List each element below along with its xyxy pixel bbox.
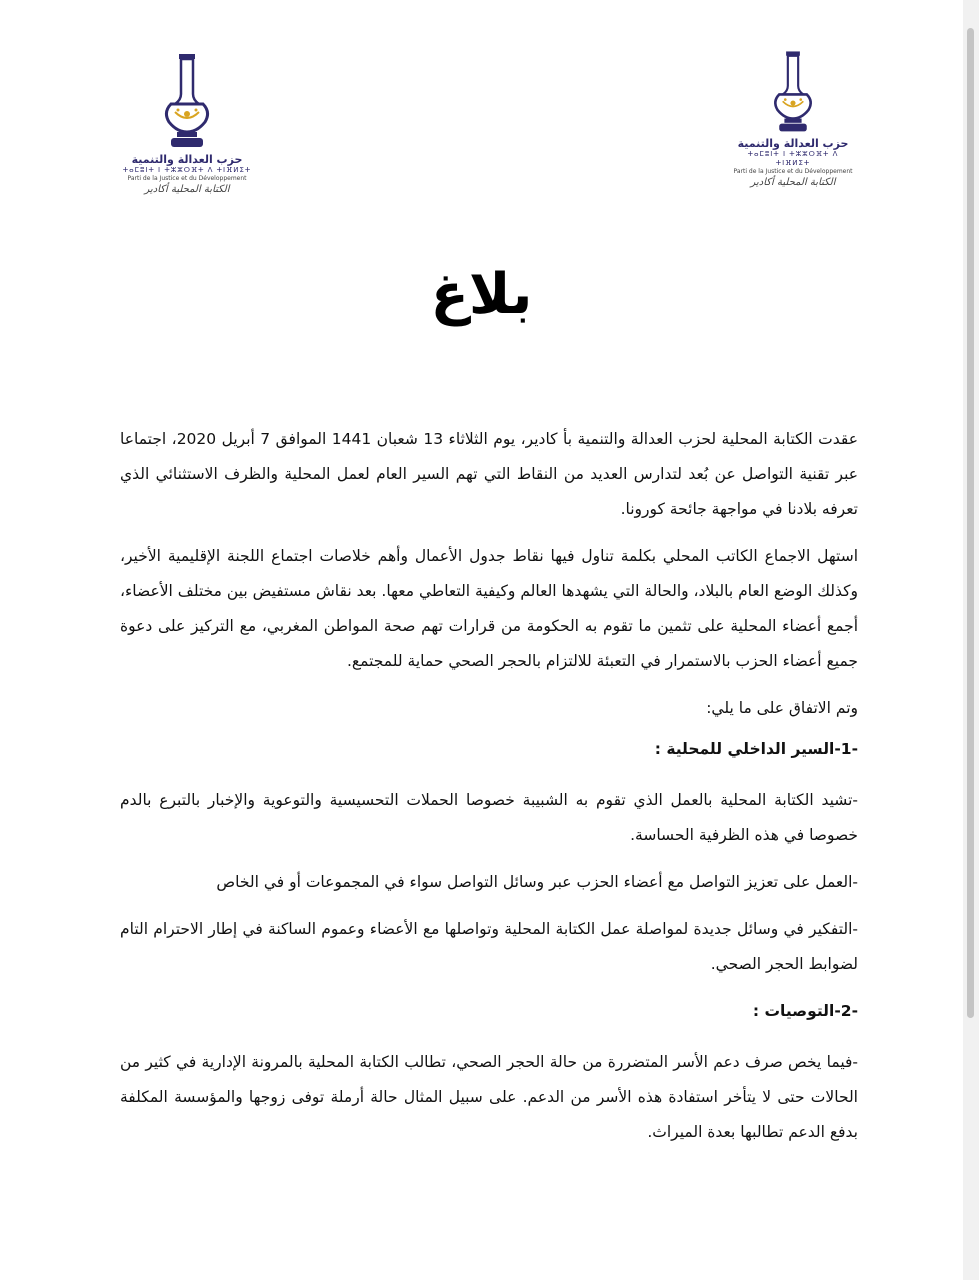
logo-french-name: Parti de la Justice et du Développement xyxy=(733,168,853,175)
list-item: -تشيد الكتابة المحلية بالعمل الذي تقوم به الشبيبة خصوصا الحملات التحسيسية والتوعوية والإخبار بالتبرع بالدم خصوصا في هذه الظرفية الحساسة. xyxy=(120,791,858,844)
lamp-icon xyxy=(157,50,217,150)
list-item: -العمل على تعزيز التواصل مع أعضاء الحزب عبر وسائل التواصل سواء في المجموعات أو في الخاص xyxy=(216,873,858,891)
logo-party-name: حزب العدالة والتنمية xyxy=(131,153,243,166)
logo-amazigh-name: ⵜⴰⵎⵓⵏⵜ ⵏ ⵜⵣⵣⵔⴼⵜ ⴷ ⵜⵏⴼⵍⵉⵜ xyxy=(122,166,252,174)
list-item: -فيما يخص صرف دعم الأسر المتضررة من حالة الحجر الصحي، تطالب الكتابة المحلية بالمرونة الإدارية في كثير من الحالات حتى لا يتأخر استفادة هذه الأسر من الدعم. على سبيل المثال حالة أرملة توفى زوجها والمؤسسة المكلفة بدفع الدعم تطالبها بعدة الميراث. xyxy=(120,1053,858,1141)
scrollbar-thumb[interactable] xyxy=(967,28,974,1018)
logo-amazigh-name: ⵜⴰⵎⵓⵏⵜ ⵏ ⵜⵣⵣⵔⴼⵜ ⴷ ⵜⵏⴼⵍⵉⵜ xyxy=(747,150,839,167)
logo-party-name: حزب العدالة والتنمية xyxy=(737,137,849,150)
section-heading-internal: -1-السير الداخلي للمحلية : xyxy=(654,740,858,758)
logo-french-name: Parti de la Justice et du Développement xyxy=(127,175,247,182)
meeting-summary-paragraph: استهل الاجماع الكاتب المحلي بكلمة تناول فيها نقاط جدول الأعمال وأهم خلاصات اجتماع اللجنة الإقليمية الأخير، وكذلك الوضع العام بالبلاد، والحالة التي يشهدها العالم وكيفية التعاطي معها. بعد نقاش مستفيض بين مختلف الأعضاء، أجمع أعضاء المحلية على تثمين ما تقوم به الحكومة من قرارات تهم صحة المواطن المغربي، مع التركيز على دعوة جميع أعضاء الحزب بالاستمرار في التعبئة للالتزام بالحجر الصحي حماية للمجتمع. xyxy=(120,547,858,670)
lamp-icon xyxy=(767,48,819,134)
party-logo-left xyxy=(122,50,252,196)
logo-local-office: الكتابة المحلية أكادير xyxy=(750,177,836,188)
logo-local-office: الكتابة المحلية أكادير xyxy=(144,184,230,195)
intro-paragraph: عقدت الكتابة المحلية لحزب العدالة والتنمية بأ كادير، يوم الثلاثاء 13 شعبان 1441 الموافق 7 أبريل 2020، اجتماعا عبر تقنية التواصل عن بُعد لتدارس العديد من النقاط التي تهم السير العام لعمل المحلية والظرف الاستثنائي الذي تعرفه بلادنا في مواجهة جائحة كورونا. xyxy=(120,430,858,518)
agreement-intro: وتم الاتفاق على ما يلي: xyxy=(706,699,858,717)
list-item: -التفكير في وسائل جديدة لمواصلة عمل الكتابة المحلية وتواصلها مع الأعضاء وعموم الساكنة في إطار الاحترام التام لضوابط الحجر الصحي. xyxy=(120,920,858,973)
party-logo-right xyxy=(732,48,854,189)
document-body xyxy=(120,422,858,1162)
vertical-scrollbar[interactable] xyxy=(963,0,979,1280)
document-title: بلاغ xyxy=(430,262,533,327)
section-heading-recommendations: -2-التوصيات : xyxy=(752,1002,858,1020)
